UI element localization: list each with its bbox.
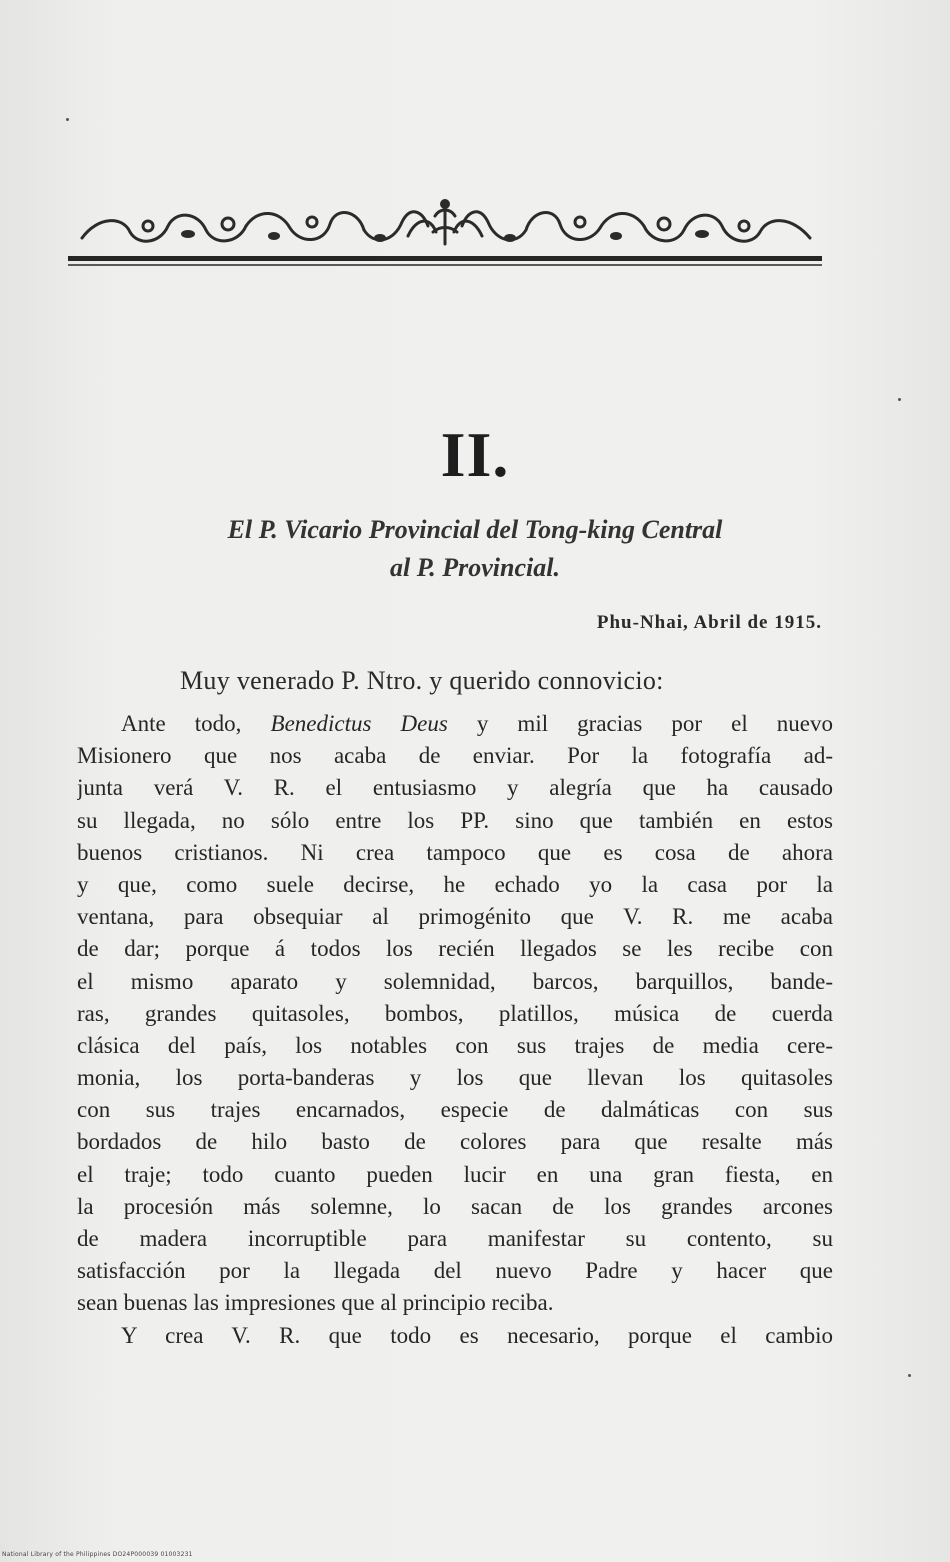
body-line: de dar; porque á todos los recién llegados se les recibe con bbox=[77, 936, 833, 962]
body-line: Ante todo, Benedictus Deus y mil gracias por el nuevo bbox=[121, 711, 833, 736]
body-line: Misionero que nos acaba de enviar. Por la fotografía ad- bbox=[77, 743, 833, 769]
letter-salutation: Muy venerado P. Ntro. y querido connovicio: bbox=[180, 666, 664, 695]
letter-dateline: Phu-Nhai, Abril de 1915. bbox=[596, 612, 822, 633]
body-line: clásica del país, los notables con sus trajes de media cere- bbox=[77, 1032, 833, 1058]
body-line: sean buenas las impresiones que al principio reciba. bbox=[77, 1290, 554, 1316]
body-line: Y crea V. R. que todo es necesario, porque el cambio bbox=[121, 1322, 833, 1348]
body-line: bordados de hilo basto de colores para que resalte más bbox=[77, 1129, 833, 1155]
ornamental-headpiece bbox=[68, 186, 822, 272]
body-line: satisfacción por la llegada del nuevo Padre y hacer que bbox=[77, 1258, 833, 1284]
body-line: la procesión más solemne, lo sacan de los grandes arcones bbox=[77, 1193, 833, 1219]
letter-subtitle-line-1: El P. Vicario Provincial del Tong-king Central bbox=[227, 515, 723, 544]
body-line: junta verá V. R. el entusiasmo y alegría que ha causado bbox=[77, 775, 833, 801]
body-line: monia, los porta-banderas y los que llevan los quitasoles bbox=[77, 1065, 833, 1091]
body-line: el traje; todo cuanto pueden lucir en una gran fiesta, en bbox=[77, 1161, 833, 1187]
paper-speck bbox=[898, 398, 901, 401]
body-line: y que, como suele decirse, he echado yo la casa por la bbox=[77, 871, 833, 897]
letter-subtitle-line-2: al P. Provincial. bbox=[390, 553, 560, 582]
paper-speck bbox=[908, 1374, 911, 1377]
library-footer-caption: National Library of the Philippines DO24P000039 01003231 bbox=[2, 1551, 193, 1558]
body-line: ras, grandes quitasoles, bombos, platillos, música de cuerda bbox=[77, 1000, 833, 1026]
body-line: su llegada, no sólo entre los PP. sino que también en estos bbox=[77, 807, 833, 833]
paper-speck bbox=[66, 118, 69, 121]
body-line: ventana, para obsequiar al primogénito que V. R. me acaba bbox=[77, 904, 833, 930]
body-line: el mismo aparato y solemnidad, barcos, barquillos, bande- bbox=[77, 968, 833, 994]
chapter-numeral: II. bbox=[440, 419, 510, 490]
body-line: buenos cristianos. Ni crea tampoco que es cosa de ahora bbox=[77, 839, 833, 865]
body-line: con sus trajes encarnados, especie de dalmáticas con sus bbox=[77, 1097, 833, 1123]
body-line: de madera incorruptible para manifestar su contento, su bbox=[77, 1226, 833, 1251]
letter-body bbox=[77, 708, 833, 1352]
